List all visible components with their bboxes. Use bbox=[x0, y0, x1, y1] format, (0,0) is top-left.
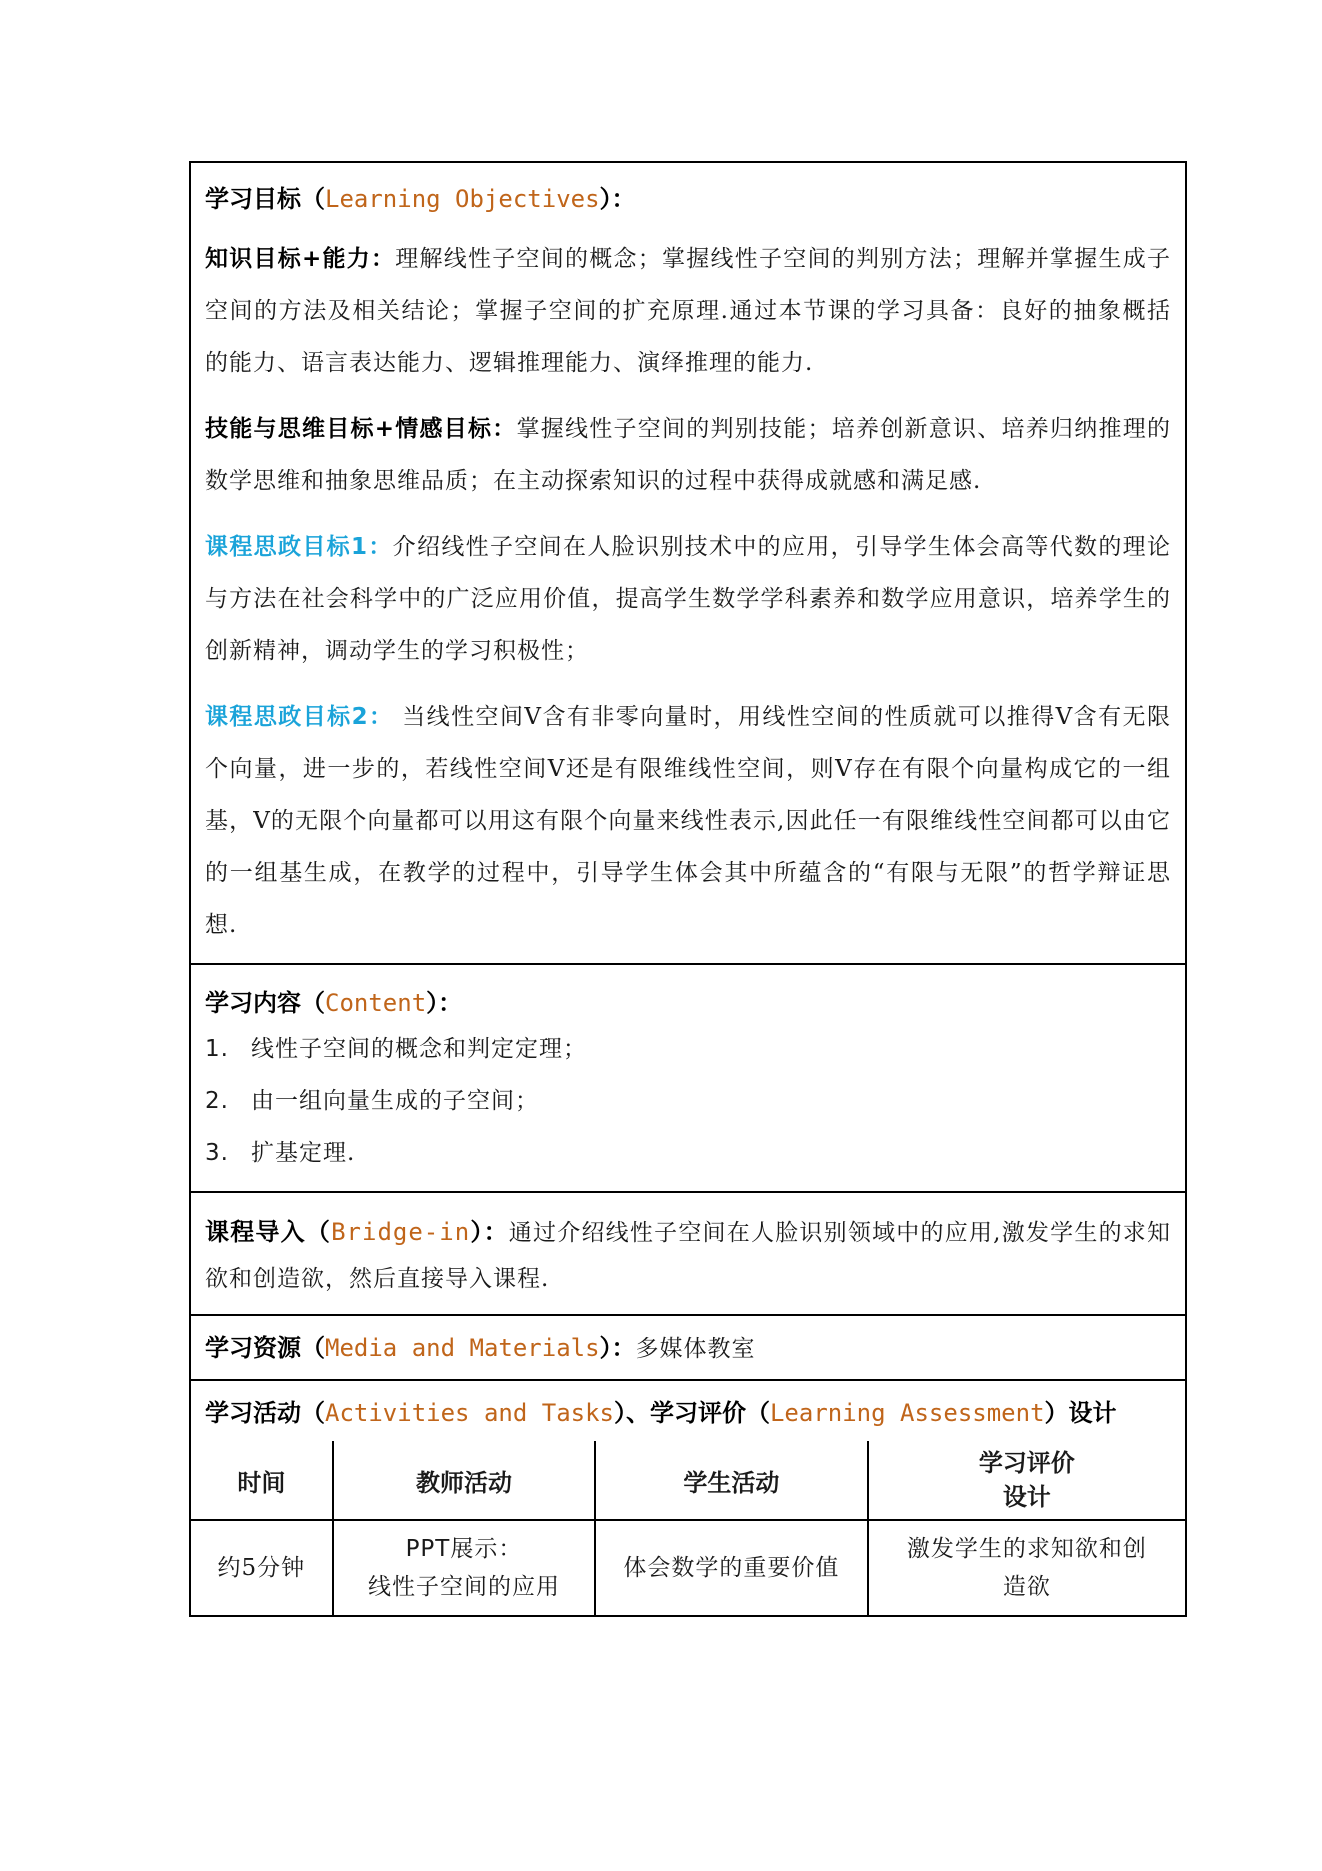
media-section bbox=[191, 1316, 1185, 1381]
objective-ideology-1-text: 介绍线性子空间在人脸识别技术中的应用，引导学生体会高等代数的理论与方法在社会科学中的广泛应用价值，提高学生数学学科素养和数学应用意识，培养学生的创新精神，调动学生的学习积极性； bbox=[205, 534, 1171, 664]
activities-section bbox=[191, 1381, 1185, 1441]
cell-student: 体会数学的重要价值 bbox=[595, 1520, 867, 1616]
cell-assessment: 激发学生的求知欲和创 造欲 bbox=[868, 1520, 1186, 1616]
activities-heading-tail: 设计 bbox=[1068, 1399, 1117, 1427]
col-time-header: 时间 bbox=[190, 1441, 333, 1520]
activities-heading-cn2: 学习评价 bbox=[649, 1399, 746, 1427]
col-assessment-header: 学习评价 设计 bbox=[868, 1441, 1186, 1520]
media-line: 学习资源（Media and Materials）：多媒体教室 bbox=[205, 1334, 756, 1362]
media-heading-cn: 学习资源 bbox=[205, 1334, 301, 1362]
lesson-plan-document bbox=[189, 161, 1187, 1617]
content-heading-cn: 学习内容 bbox=[205, 989, 301, 1017]
lesson-plan-box bbox=[189, 161, 1187, 1441]
activities-table bbox=[189, 1441, 1187, 1617]
objective-skills-label: 技能与思维目标+情感目标： bbox=[205, 416, 517, 442]
objective-ideology-2 bbox=[205, 691, 1171, 951]
objective-ideology-2-text: 当线性空间V含有非零向量时，用线性空间的性质就可以推得V含有无限个向量，进一步的，若线性空间V还是有限维线性空间，则V存在有限个向量构成它的一组基，V的无限个向量都可以用这有限个向量来线性表示,因此任一有限维线性空间都可以由它的一组基生成，在教学的过程中，引导学生体会其中所蕴含的“有限与无限”的哲学辩证思想. bbox=[205, 704, 1171, 938]
objectives-heading: 学习目标（Learning Objectives）： bbox=[205, 185, 636, 213]
objective-ideology-1 bbox=[205, 521, 1171, 677]
objectives-section bbox=[191, 163, 1185, 965]
objective-knowledge-text: 理解线性子空间的概念；掌握线性子空间的判别方法；理解并掌握生成子空间的方法及相关结论；掌握子空间的扩充原理.通过本节课的学习具备：良好的抽象概括的能力、语言表达能力、逻辑推理能力、演绎推理的能力. bbox=[205, 246, 1171, 376]
objective-skills bbox=[205, 403, 1171, 507]
objectives-heading-cn: 学习目标 bbox=[205, 185, 301, 213]
col-student-header: 学生活动 bbox=[595, 1441, 867, 1520]
objectives-heading-tail: ： bbox=[611, 185, 636, 213]
content-item-3: 3. 扩基定理. bbox=[205, 1140, 356, 1166]
content-item-1: 1. 线性子空间的概念和判定定理； bbox=[205, 1036, 587, 1062]
bridge-paragraph: 课程导入（Bridge-in）：通过介绍线性子空间在人脸识别领域中的应用,激发学生的求知欲和创造欲，然后直接导入课程. bbox=[205, 1218, 1172, 1292]
bridge-heading-tail: ： bbox=[483, 1218, 509, 1246]
col-teacher-header: 教师活动 bbox=[333, 1441, 596, 1520]
cell-teacher-line2: 线性子空间的应用 bbox=[367, 1574, 560, 1600]
cell-time: 约5分钟 bbox=[190, 1520, 333, 1616]
cell-teacher-line1: PPT展示： bbox=[405, 1536, 523, 1562]
objective-skills-text: 掌握线性子空间的判别技能；培养创新意识、培养归纳推理的数学思维和抽象思维品质；在主动探索知识的过程中获得成就感和满足感. bbox=[205, 416, 1171, 494]
objective-knowledge bbox=[205, 233, 1171, 389]
media-text: 多媒体教室 bbox=[635, 1336, 756, 1362]
bridge-text: 通过介绍线性子空间在人脸识别领域中的应用,激发学生的求知欲和创造欲，然后直接导入课程. bbox=[205, 1220, 1172, 1292]
table-header-row bbox=[190, 1441, 1186, 1520]
bridge-heading-en: Bridge-in bbox=[331, 1218, 471, 1246]
activities-sep: 、 bbox=[625, 1399, 650, 1427]
content-heading-tail: ： bbox=[438, 989, 463, 1017]
media-heading-tail: ： bbox=[611, 1334, 636, 1362]
bridge-section bbox=[191, 1193, 1185, 1316]
content-heading-en: Content bbox=[325, 989, 427, 1017]
objective-knowledge-label: 知识目标+能力： bbox=[205, 246, 396, 272]
activities-heading-cn1: 学习活动 bbox=[205, 1399, 301, 1427]
objective-ideology-1-label: 课程思政目标1： bbox=[205, 534, 393, 560]
content-item-2: 2. 由一组向量生成的子空间； bbox=[205, 1088, 539, 1114]
media-heading-en: Media and Materials bbox=[325, 1334, 600, 1362]
content-section bbox=[191, 965, 1185, 1193]
bridge-heading-cn: 课程导入 bbox=[205, 1218, 306, 1246]
content-heading: 学习内容（Content）： bbox=[205, 989, 463, 1017]
table-row bbox=[190, 1520, 1186, 1616]
objectives-heading-en: Learning Objectives bbox=[325, 185, 600, 213]
objective-ideology-2-label: 课程思政目标2： bbox=[205, 704, 394, 730]
activities-heading-en1: Activities and Tasks bbox=[325, 1399, 614, 1427]
activities-heading-en2: Learning Assessment bbox=[769, 1399, 1045, 1427]
cell-teacher bbox=[333, 1520, 596, 1616]
activities-heading: 学习活动（Activities and Tasks）、学习评价（Learning Assessment）设计 bbox=[205, 1399, 1117, 1427]
